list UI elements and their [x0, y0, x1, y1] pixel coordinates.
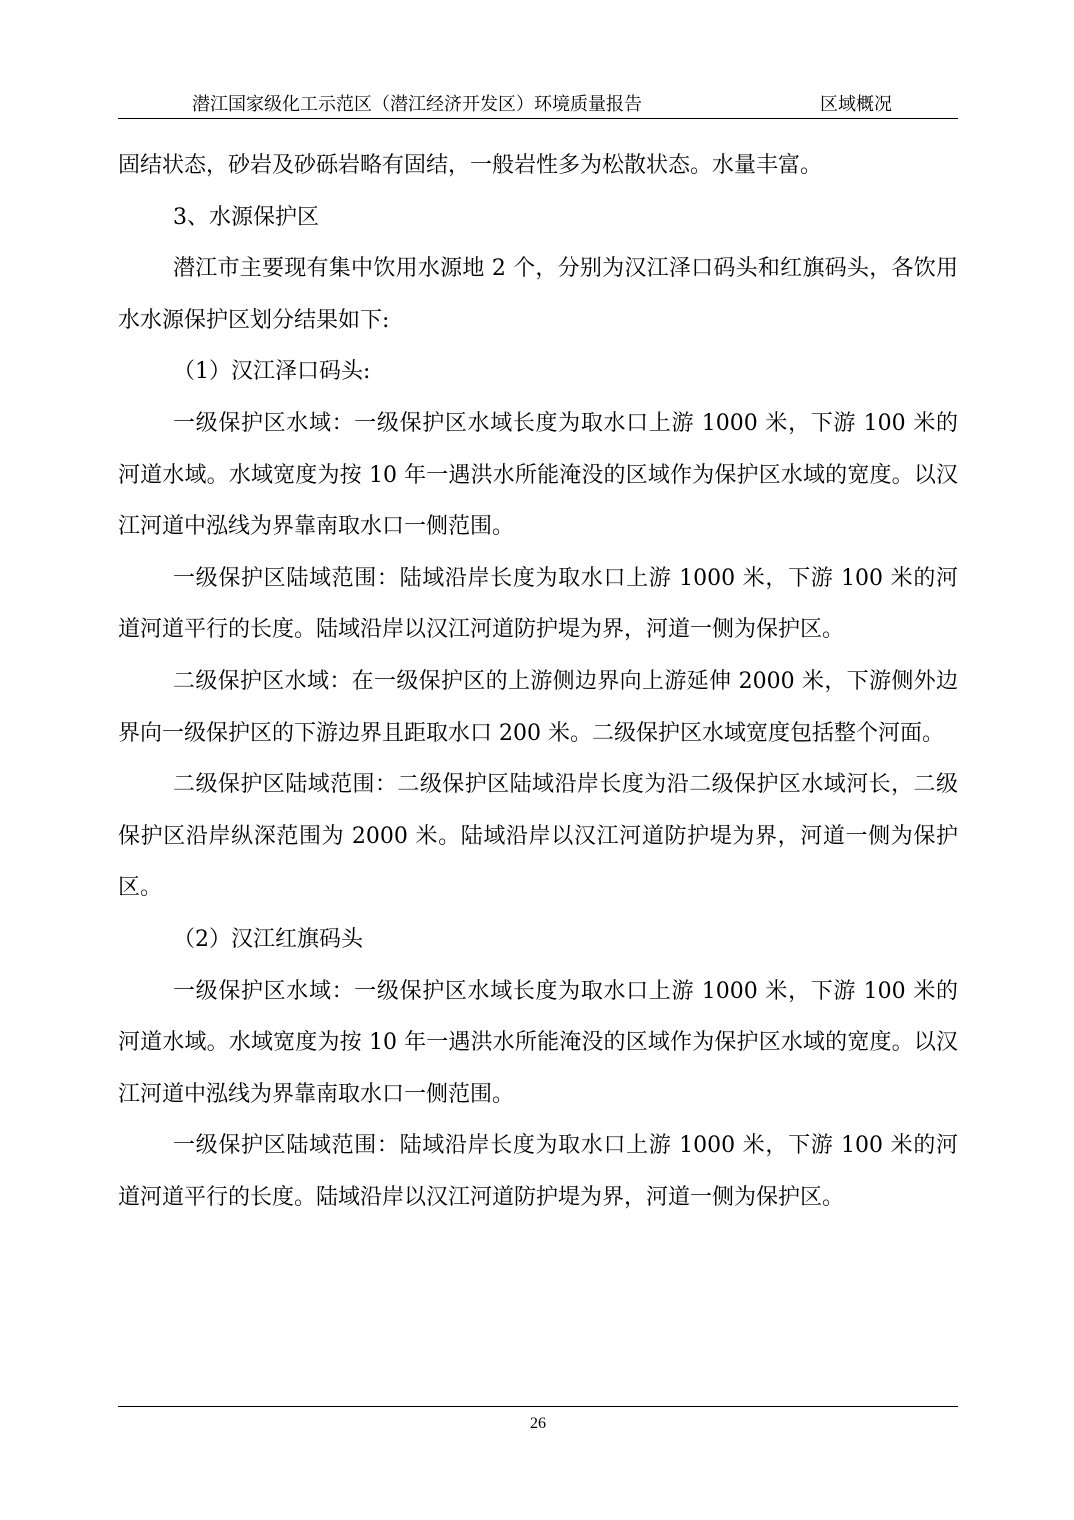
paragraph: 一级保护区陆域范围：陆域沿岸长度为取水口上游 1000 米，下游 100 米的河道河道平行的长度。陆域沿岸以汉江河道防护堤为界，河道一侧为保护区。: [118, 565, 958, 643]
paragraph: 二级保护区水域：在一级保护区的上游侧边界向上游延伸 2000 米，下游侧外边界向一级保护区的下游边界且距取水口 200 米。二级保护区水域宽度包括整个河面。: [118, 668, 958, 746]
section-heading-water-source: 3、水源保护区: [173, 204, 319, 230]
footer-rule: [118, 1406, 958, 1407]
paragraph-continuation: 固结状态，砂岩及砂砾岩略有固结，一般岩性多为松散状态。水量丰富。: [118, 153, 823, 178]
page-number: 26: [530, 1415, 546, 1432]
subheading-hongqi: （2）汉江红旗码头: [173, 926, 363, 952]
paragraph: 二级保护区陆域范围：二级保护区陆域沿岸长度为沿二级保护区水域河长，二级保护区沿岸纵深范围为 2000 米。陆域沿岸以汉江河道防护堤为界，河道一侧为保护区。: [118, 772, 958, 901]
page-header: [118, 92, 958, 118]
subheading-zekou: （1）汉江泽口码头:: [173, 359, 371, 385]
section-name: 区域概况: [820, 94, 892, 115]
document-title: 潜江国家级化工示范区（潜江经济开发区）环境质量报告: [192, 94, 642, 115]
header-rule: [118, 118, 958, 119]
paragraph: 一级保护区水域：一级保护区水域长度为取水口上游 1000 米，下游 100 米的河道水域。水域宽度为按 10 年一遇洪水所能淹没的区域作为保护区水域的宽度。以汉江河道中泓线为界靠南取水口一侧范围。: [118, 978, 958, 1107]
paragraph: 一级保护区水域：一级保护区水域长度为取水口上游 1000 米，下游 100 米的河道水域。水域宽度为按 10 年一遇洪水所能淹没的区域作为保护区水域的宽度。以汉江河道中泓线为界靠南取水口一侧范围。: [118, 410, 958, 540]
paragraph: 一级保护区陆域范围：陆域沿岸长度为取水口上游 1000 米，下游 100 米的河道河道平行的长度。陆域沿岸以汉江河道防护堤为界，河道一侧为保护区。: [118, 1133, 958, 1210]
paragraph-intro: 潜江市主要现有集中饮用水源地 2 个，分别为汉江泽口码头和红旗码头，各饮用水水源保护区划分结果如下:: [118, 256, 958, 333]
page-body: [118, 140, 958, 1223]
